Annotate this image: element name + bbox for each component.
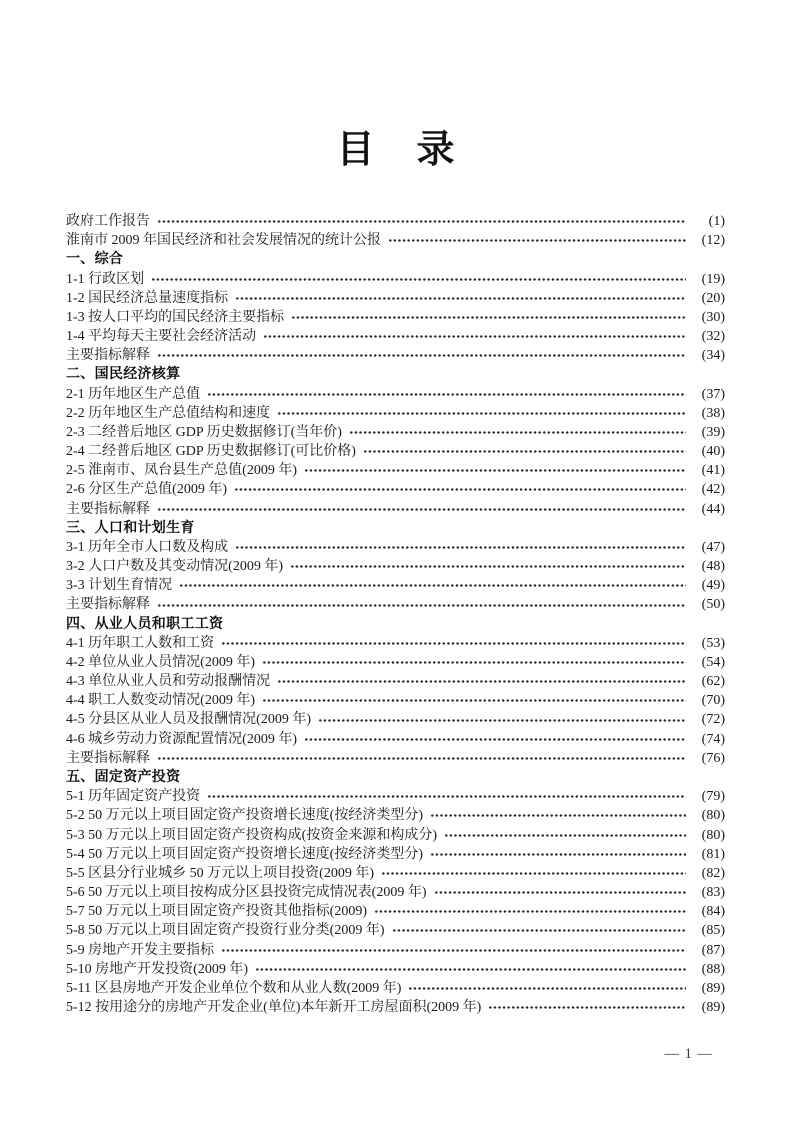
toc-entry-label: 4-6 城乡劳动力资源配置情况(2009 年) — [66, 731, 297, 747]
toc-leader-dots — [430, 852, 686, 857]
toc-entry-page-number: (62) — [701, 674, 725, 690]
toc-entry-page-number: (39) — [701, 424, 725, 440]
toc-entry-label: 3-1 历年全市人口数及构成 — [66, 539, 229, 555]
toc-entry — [66, 576, 725, 595]
toc-entry-page-number: (83) — [701, 885, 725, 901]
toc-list — [66, 212, 725, 1017]
toc-entry-page-number: (89) — [701, 1000, 725, 1016]
toc-entry-page-number: (85) — [701, 923, 725, 939]
toc-leader-dots — [291, 315, 686, 320]
toc-leader-dots — [488, 1005, 686, 1010]
toc-section-header — [66, 519, 725, 538]
toc-leader-dots — [349, 430, 686, 435]
toc-entry-label: 1-3 按人口平均的国民经济主要指标 — [66, 309, 285, 325]
toc-entry-page-number: (32) — [701, 329, 725, 345]
toc-entry — [66, 941, 725, 960]
toc-entry-page-number: (20) — [701, 290, 725, 306]
toc-entry-page-number: (40) — [701, 444, 725, 460]
toc-entry — [66, 960, 725, 979]
toc-entry-page-number: (89) — [701, 980, 725, 996]
toc-leader-dots — [207, 794, 686, 799]
toc-leader-dots — [255, 967, 686, 972]
toc-entry — [66, 730, 725, 749]
toc-entry-label: 主要指标解释 — [66, 348, 150, 364]
toc-entry-label: 淮南市 2009 年国民经济和社会发展情况的统计公报 — [66, 233, 381, 249]
toc-entry-label: 4-1 历年职工人数和工资 — [66, 635, 215, 651]
toc-leader-dots — [235, 545, 686, 550]
toc-leader-dots — [408, 986, 686, 991]
toc-entry-page-number: (53) — [701, 635, 725, 651]
toc-entry — [66, 404, 725, 423]
toc-entry-label: 5-11 区县房地产开发企业单位个数和从业人数(2009 年) — [66, 980, 402, 996]
toc-entry — [66, 845, 725, 864]
toc-entry-label: 5-6 50 万元以上项目按构成分区县投资完成情况表(2009 年) — [66, 885, 427, 901]
toc-entry — [66, 231, 725, 250]
toc-entry — [66, 461, 725, 480]
toc-leader-dots — [430, 813, 686, 818]
toc-leader-dots — [262, 698, 686, 703]
toc-entry — [66, 289, 725, 308]
toc-leader-dots — [318, 718, 686, 723]
toc-entry — [66, 826, 725, 845]
toc-entry — [66, 787, 725, 806]
toc-entry — [66, 691, 725, 710]
page-title: 目 录 — [336, 129, 457, 171]
toc-entry-page-number: (12) — [701, 233, 725, 249]
toc-entry-page-number: (19) — [701, 271, 725, 287]
toc-leader-dots — [444, 833, 686, 838]
toc-section-label: 五、固定资产投资 — [66, 769, 181, 785]
toc-entry-page-number: (48) — [701, 559, 725, 575]
toc-entry — [66, 595, 725, 614]
toc-leader-dots — [235, 296, 686, 301]
toc-section-header — [66, 615, 725, 634]
toc-entry — [66, 710, 725, 729]
toc-entry — [66, 902, 725, 921]
toc-leader-dots — [151, 277, 686, 282]
toc-entry-label: 1-4 平均每天主要社会经济活动 — [66, 329, 257, 345]
toc-entry — [66, 442, 725, 461]
toc-leader-dots — [277, 679, 686, 684]
toc-entry-page-number: (50) — [701, 597, 725, 613]
toc-entry — [66, 749, 725, 768]
toc-entry-label: 3-2 人口户数及其变动情况(2009 年) — [66, 559, 283, 575]
toc-leader-dots — [157, 507, 686, 512]
toc-entry-label: 4-3 单位从业人员和劳动报酬情况 — [66, 674, 271, 690]
toc-entry-page-number: (70) — [701, 693, 725, 709]
toc-entry-label: 4-5 分县区从业人员及报酬情况(2009 年) — [66, 712, 311, 728]
toc-entry-label: 3-3 计划生育情况 — [66, 578, 173, 594]
toc-entry-page-number: (41) — [701, 463, 725, 479]
toc-entry — [66, 979, 725, 998]
toc-leader-dots — [234, 487, 686, 492]
toc-entry — [66, 864, 725, 883]
toc-entry-page-number: (72) — [701, 712, 725, 728]
toc-entry-label: 1-2 国民经济总量速度指标 — [66, 290, 229, 306]
toc-entry — [66, 883, 725, 902]
toc-entry — [66, 346, 725, 365]
toc-entry-page-number: (34) — [701, 348, 725, 364]
toc-entry-label: 2-3 二经普后地区 GDP 历史数据修订(当年价) — [66, 424, 342, 440]
toc-entry-label: 5-4 50 万元以上项目固定资产投资增长速度(按经济类型分) — [66, 846, 423, 862]
toc-entry-page-number: (49) — [701, 578, 725, 594]
toc-leader-dots — [221, 948, 686, 953]
toc-section-header — [66, 768, 725, 787]
toc-entry-page-number: (54) — [701, 654, 725, 670]
toc-entry-page-number: (79) — [701, 789, 725, 805]
toc-entry-label: 5-5 区县分行业城乡 50 万元以上项目投资(2009 年) — [66, 865, 374, 881]
toc-entry-page-number: (80) — [701, 827, 725, 843]
toc-leader-dots — [207, 392, 686, 397]
toc-entry — [66, 500, 725, 519]
toc-section-header — [66, 365, 725, 384]
toc-entry-page-number: (88) — [701, 961, 725, 977]
toc-entry-page-number: (47) — [701, 539, 725, 555]
toc-entry-page-number: (38) — [701, 405, 725, 421]
toc-leader-dots — [434, 890, 687, 895]
toc-entry — [66, 308, 725, 327]
toc-entry — [66, 653, 725, 672]
toc-leader-dots — [381, 871, 686, 876]
toc-leader-dots — [157, 756, 686, 761]
toc-entry — [66, 921, 725, 940]
toc-entry-label: 2-4 二经普后地区 GDP 历史数据修订(可比价格) — [66, 444, 356, 460]
toc-entry-label: 2-6 分区生产总值(2009 年) — [66, 482, 227, 498]
toc-entry-page-number: (81) — [701, 846, 725, 862]
toc-leader-dots — [157, 603, 686, 608]
toc-entry-label: 5-12 按用途分的房地产开发企业(单位)本年新开工房屋面积(2009 年) — [66, 1000, 482, 1016]
toc-entry — [66, 480, 725, 499]
toc-entry-label: 2-5 淮南市、凤台县生产总值(2009 年) — [66, 463, 297, 479]
toc-entry-page-number: (1) — [708, 214, 725, 229]
toc-entry — [66, 270, 725, 289]
toc-entry-label: 5-8 50 万元以上项目固定资产投资行业分类(2009 年) — [66, 923, 385, 939]
footer-page-number: — 1 — — [664, 1046, 713, 1062]
toc-leader-dots — [363, 449, 686, 454]
toc-entry-page-number: (42) — [701, 482, 725, 498]
toc-leader-dots — [157, 353, 686, 358]
toc-leader-dots — [388, 238, 686, 243]
toc-entry-page-number: (84) — [701, 904, 725, 920]
toc-entry-label: 1-1 行政区划 — [66, 271, 145, 287]
toc-entry-label: 主要指标解释 — [66, 597, 150, 613]
toc-entry-page-number: (80) — [701, 808, 725, 824]
toc-entry — [66, 385, 725, 404]
toc-leader-dots — [290, 564, 686, 569]
toc-entry-label: 5-3 50 万元以上项目固定资产投资构成(按资金来源和构成分) — [66, 827, 437, 843]
toc-entry-label: 5-1 历年固定资产投资 — [66, 789, 201, 805]
toc-entry-page-number: (37) — [701, 386, 725, 402]
toc-section-label: 四、从业人员和职工工资 — [66, 616, 224, 632]
toc-entry-label: 2-1 历年地区生产总值 — [66, 386, 201, 402]
toc-leader-dots — [392, 928, 687, 933]
toc-entry — [66, 557, 725, 576]
toc-entry-label: 5-2 50 万元以上项目固定资产投资增长速度(按经济类型分) — [66, 808, 423, 824]
toc-entry-label: 主要指标解释 — [66, 750, 150, 766]
toc-entry-label: 5-7 50 万元以上项目固定资产投资其他指标(2009) — [66, 904, 367, 920]
toc-section-label: 二、国民经济核算 — [66, 367, 181, 383]
toc-entry-page-number: (87) — [701, 942, 725, 958]
toc-entry — [66, 998, 725, 1017]
toc-leader-dots — [179, 583, 686, 588]
toc-leader-dots — [262, 660, 686, 665]
toc-entry — [66, 538, 725, 557]
toc-section-label: 一、综合 — [66, 252, 124, 268]
toc-leader-dots — [277, 411, 686, 416]
toc-leader-dots — [304, 737, 686, 742]
toc-entry-page-number: (74) — [701, 731, 725, 747]
toc-leader-dots — [304, 468, 686, 473]
toc-entry-label: 5-9 房地产开发主要指标 — [66, 942, 215, 958]
toc-entry — [66, 806, 725, 825]
toc-entry — [66, 212, 725, 231]
toc-entry-page-number: (82) — [701, 865, 725, 881]
toc-leader-dots — [263, 334, 686, 339]
toc-section-label: 三、人口和计划生育 — [66, 520, 195, 536]
toc-entry-page-number: (76) — [701, 750, 725, 766]
toc-entry-label: 4-2 单位从业人员情况(2009 年) — [66, 654, 255, 670]
toc-section-header — [66, 250, 725, 269]
toc-entry-label: 4-4 职工人数变动情况(2009 年) — [66, 693, 255, 709]
toc-entry-label: 政府工作报告 — [66, 214, 150, 229]
toc-entry-label: 5-10 房地产开发投资(2009 年) — [66, 961, 248, 977]
toc-entry-page-number: (44) — [701, 501, 725, 517]
toc-leader-dots — [157, 219, 686, 224]
toc-leader-dots — [374, 909, 686, 914]
toc-entry-label: 2-2 历年地区生产总值结构和速度 — [66, 405, 271, 421]
toc-entry — [66, 634, 725, 653]
toc-entry-page-number: (30) — [701, 309, 725, 325]
toc-entry — [66, 327, 725, 346]
toc-entry-label: 主要指标解释 — [66, 501, 150, 517]
toc-entry — [66, 672, 725, 691]
toc-leader-dots — [221, 641, 686, 646]
toc-entry — [66, 423, 725, 442]
